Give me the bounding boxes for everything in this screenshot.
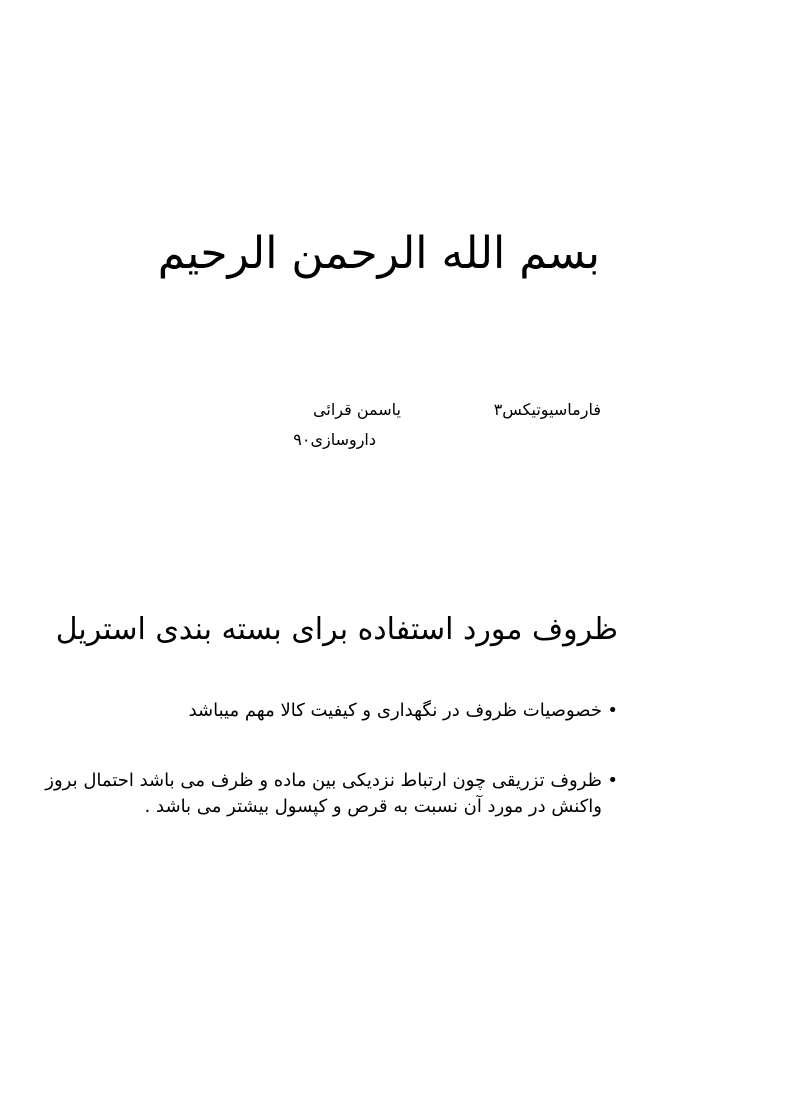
course-name: فارماسیوتیکس۳ [493,400,601,419]
page-title: بسم الله الرحمن الرحیم [157,228,600,279]
bullet-text: ظروف تزریقی چون ارتباط نزدیکی بین ماده و ظرف می باشد احتمال بروز واکنش در مورد آن نسبت به قرص و کپسول بیشتر می باشد . [45,770,602,817]
bullet-icon: • [607,700,618,721]
bullet-icon: • [607,770,618,791]
bullet-text: خصوصیات ظروف در نگهداری و کیفیت کالا مهم میباشد [188,700,602,721]
section-heading: ظروف مورد استفاده برای بسته بندی استریل [55,612,618,647]
list-item [8,698,618,724]
class-name: داروسازی۹۰ [293,430,376,449]
bullet-list [8,698,618,820]
author-name: یاسمن قرائی [313,400,401,419]
list-item [8,768,618,820]
